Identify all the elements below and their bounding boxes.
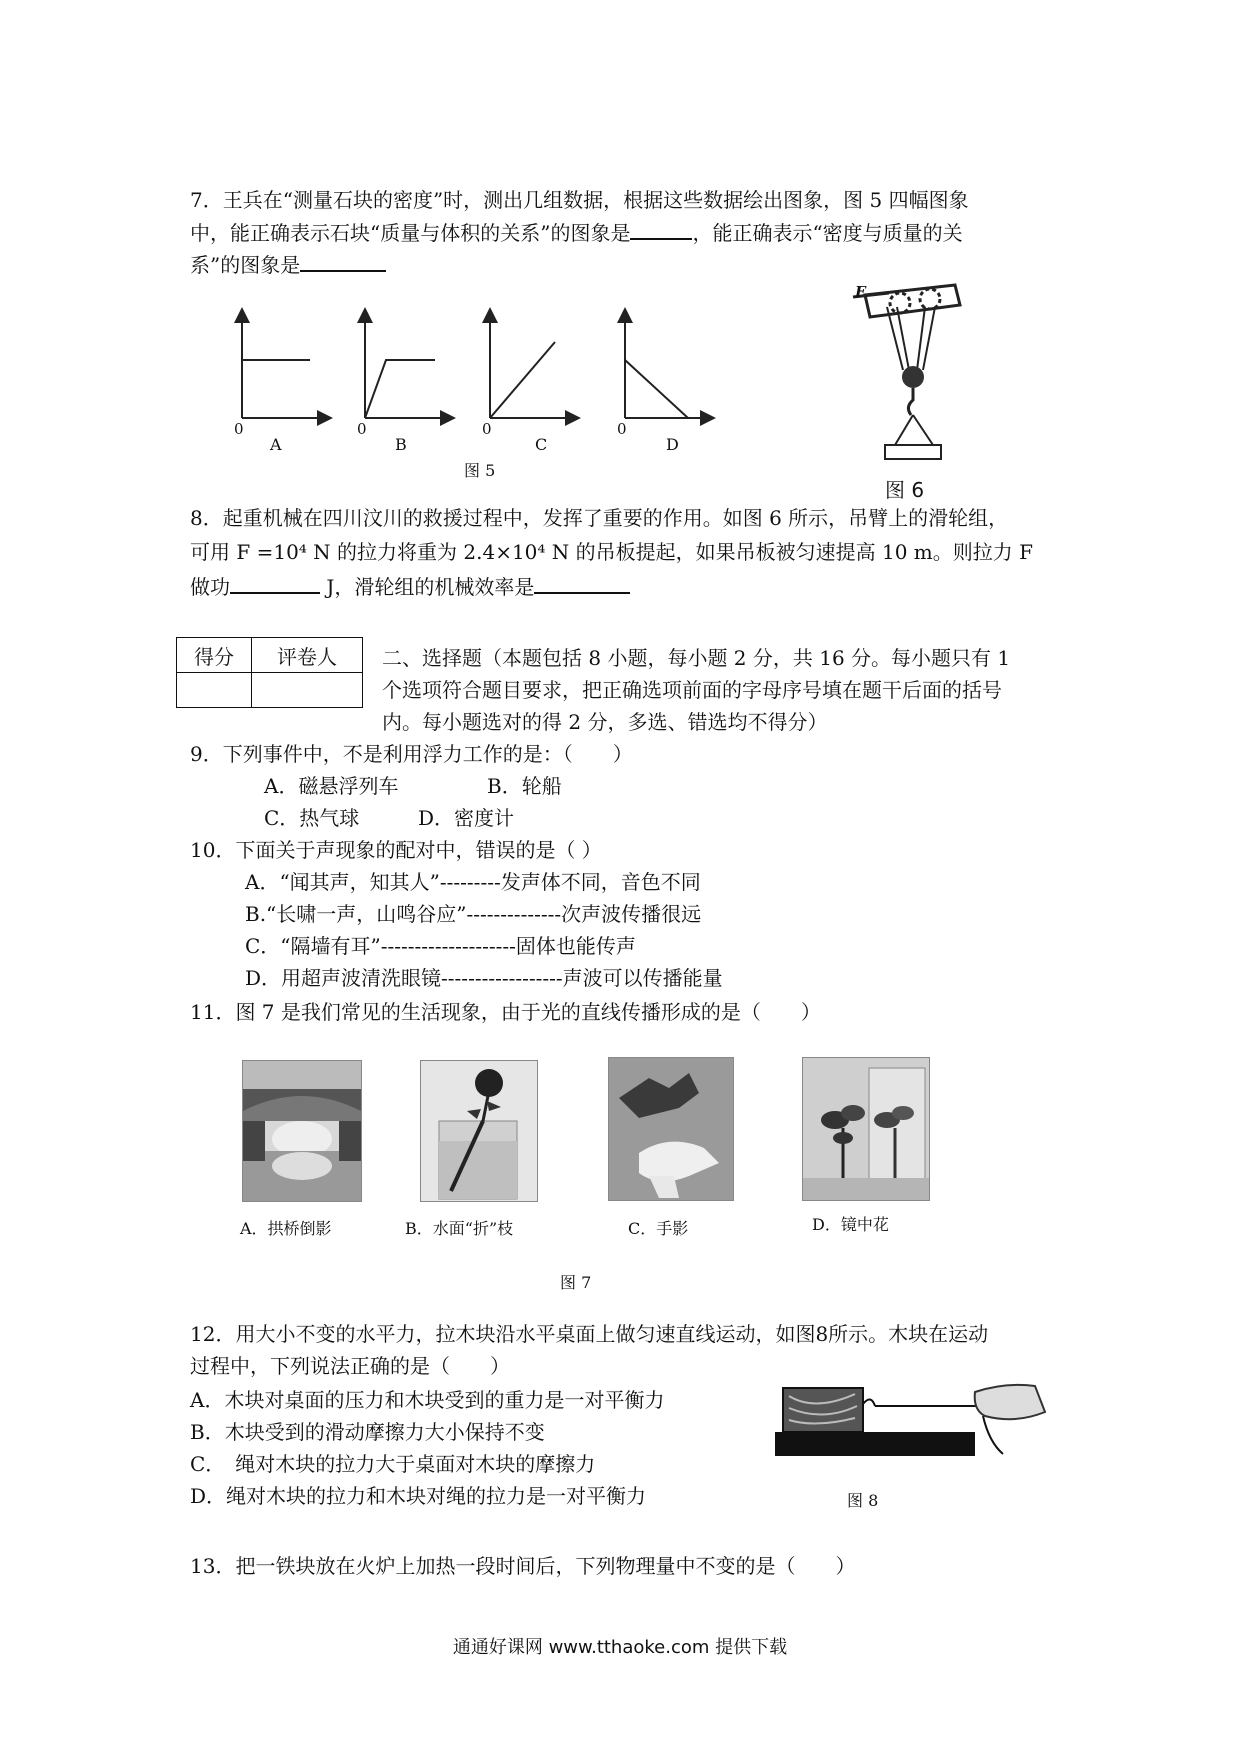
q10-option-c: C．“隔墙有耳”--------------------固体也能传声: [245, 934, 636, 958]
graph-b: [365, 315, 448, 418]
q7-line2: [190, 216, 963, 249]
photo-hand-shadow: [608, 1057, 734, 1201]
graph-c: [490, 315, 573, 418]
q7-line2-b: ，能正确表示“密度与质量的关: [692, 221, 963, 245]
figure-6-pulley: [845, 275, 975, 465]
q10-option-a: A．“闻其声，知其人”---------发声体不同，音色不同: [245, 870, 701, 894]
q9-option-c: C．热气球: [264, 806, 360, 830]
score-header: 得分: [177, 638, 252, 673]
q7-answer-blank-2[interactable]: [300, 248, 386, 272]
fig7-caption-b: B．水面“折”枝: [405, 1219, 514, 1238]
grader-header: 评卷人: [252, 638, 363, 673]
q9-stem: 9．下列事件中，不是利用浮力工作的是：（ ）: [190, 742, 633, 766]
photo-bent-branch: [420, 1060, 538, 1202]
q8-answer-blank-1[interactable]: [230, 570, 320, 594]
page-footer: 通通好课网 www.tthaoke.com 提供下载: [452, 1637, 788, 1658]
section2-line1: 二、选择题（本题包括 8 小题，每小题 2 分，共 16 分。每小题只有 1: [382, 646, 1011, 670]
origin-label-d: 0: [617, 420, 627, 438]
figure-7-caption: 图 7: [560, 1273, 592, 1292]
score-cell[interactable]: [177, 673, 252, 708]
q8-answer-blank-2[interactable]: [534, 570, 630, 594]
photo-flower-mirror: [802, 1057, 930, 1201]
q12-option-a: A．木块对桌面的压力和木块受到的重力是一对平衡力: [190, 1388, 665, 1412]
q7-line3: [190, 248, 386, 281]
q12-option-d: D．绳对木块的拉力和木块对绳的拉力是一对平衡力: [190, 1484, 647, 1508]
q12-option-b: B．木块受到的滑动摩擦力大小保持不变: [190, 1420, 545, 1444]
q10-option-d: D．用超声波清洗眼镜------------------声波可以传播能量: [245, 966, 723, 990]
grader-cell[interactable]: [252, 673, 363, 708]
section2-line3: 内。每小题选对的得 2 分，多选、错选均不得分）: [382, 710, 828, 734]
figure-8-caption: 图 8: [847, 1491, 879, 1510]
q7-line3-text: 系”的图象是: [190, 253, 301, 277]
q8-line1: 8．起重机械在四川汶川的救援过程中，发挥了重要的作用。如图 6 所示，吊臂上的滑轮组，: [190, 506, 1009, 530]
q7-line2-a: 中，能正确表示石块“质量与体积的关系”的图象是: [190, 221, 631, 245]
q12-line1: 12．用大小不变的水平力，拉木块沿水平桌面上做匀速直线运动，如图8所示。木块在运动: [190, 1322, 989, 1346]
section2-line2: 个选项符合题目要求，把正确选项前面的字母序号填在题干后面的括号: [382, 678, 1002, 702]
q9-option-d: D．密度计: [418, 806, 515, 830]
photo-arch-bridge: [242, 1060, 362, 1202]
q8-line3-b: J，滑轮组的机械效率是: [320, 575, 535, 599]
fig7-caption-a: A．拱桥倒影: [240, 1219, 332, 1238]
q8-line3-a: 做功: [190, 575, 230, 599]
q12-option-c: C． 绳对木块的拉力大于桌面对木块的摩擦力: [190, 1452, 596, 1476]
q7-line1: 7．王兵在“测量石块的密度”时，测出几组数据，根据这些数据绘出图象，图 5 四幅图象: [190, 188, 969, 212]
fig7-caption-d: D．镜中花: [812, 1215, 889, 1234]
figure-6-caption: 图 6: [885, 478, 925, 502]
origin-label-c: 0: [482, 420, 492, 438]
figure-8-block-on-table: [775, 1382, 1055, 1464]
graph-label-d: D: [666, 435, 679, 454]
origin-label-a: 0: [234, 420, 244, 438]
graph-label-a: A: [270, 435, 282, 454]
score-table: [176, 637, 363, 708]
force-label: F: [855, 283, 866, 301]
fig7-caption-c: C．手影: [628, 1219, 689, 1238]
figure-5-caption: 图 5: [464, 461, 496, 480]
graph-a: [242, 315, 325, 418]
q12-line2: 过程中，下列说法正确的是（ ）: [190, 1354, 510, 1378]
q10-option-b: B.“长啸一声，山鸣谷应”--------------次声波传播很远: [245, 902, 702, 926]
q13-stem: 13．把一铁块放在火炉上加热一段时间后，下列物理量中不变的是（ ）: [190, 1554, 856, 1578]
q10-stem: 10．下面关于声现象的配对中，错误的是（ ）: [190, 838, 602, 862]
graph-label-c: C: [535, 435, 548, 454]
q9-option-b: B．轮船: [487, 774, 562, 798]
q8-line3: [190, 570, 630, 603]
graph-label-b: B: [395, 435, 407, 454]
q7-answer-blank-1[interactable]: [630, 216, 692, 240]
q9-option-a: A．磁悬浮列车: [264, 774, 399, 798]
q11-stem: 11．图 7 是我们常见的生活现象，由于光的直线传播形成的是（ ）: [190, 1000, 821, 1024]
graph-d: [625, 315, 708, 418]
q8-line2: 可用 F =10⁴ N 的拉力将重为 2.4×10⁴ N 的吊板提起，如果吊板被匀速提高 10 m。则拉力 F: [190, 540, 1033, 564]
origin-label-b: 0: [357, 420, 367, 438]
